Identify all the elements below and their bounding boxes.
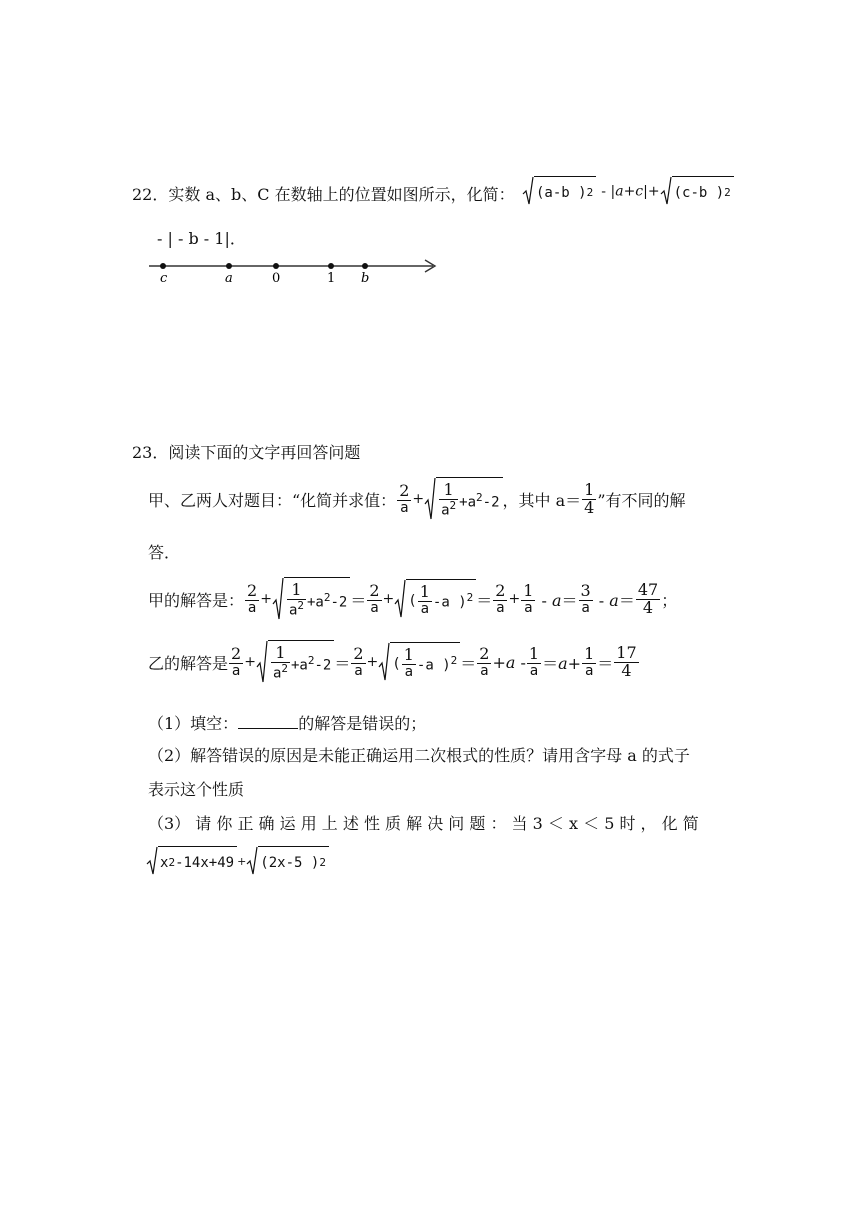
point-1 bbox=[328, 263, 334, 269]
label-1: 1 bbox=[327, 271, 336, 286]
part-1-prefix: （1）填空： bbox=[148, 714, 239, 733]
q23-intro-end: 答． bbox=[148, 543, 181, 562]
yi-solution: 乙的解答是 $\frac{2}{a}$ + $\frac{1}{a^2}$ $+a^2-2$ ＝ $\frac{2}{a}$ + ( $\frac{1}{a}$ -a )$^2$ ＝ $\frac{2}{a}$ +a - $\frac{1}{a}$ ＝a+ $\frac{1}{a}$ ＝ $\frac{17}{4}$ bbox=[148, 636, 640, 688]
number-line bbox=[145, 255, 445, 287]
q22-expression-tail: - | - b - 1|． bbox=[157, 229, 246, 248]
jia-label: 甲的解答是： bbox=[148, 590, 245, 610]
answer-blank[interactable] bbox=[238, 714, 298, 729]
q23-title: 阅读下面的文字再回答问题 bbox=[168, 443, 361, 462]
part-3-expression: x 2 -14x+49 + (2x-5 ) 2 bbox=[146, 846, 329, 876]
q23-title-line bbox=[132, 440, 360, 463]
q23-intro-b: ，其中 a＝ bbox=[502, 490, 582, 510]
part-1-suffix: 的解答是错误的； bbox=[298, 714, 427, 733]
part-3-line1: （3） 请 你 正 确 运 用 上 述 性 质 解 决 问 题 ： 当 3 ＜ x ＜ 5 时 ， 化 简 bbox=[148, 814, 699, 833]
q22-number: 22． bbox=[132, 185, 169, 204]
q23-number: 23． bbox=[132, 443, 169, 462]
q23-intro-line: 甲、乙两人对题目：“化简并求值： $\frac{2}{a}$ + $\frac{1}{a^2}$ $+a^2-2$ ，其中 a＝ $\frac{1}{4}$ ”有不同的解 bbox=[148, 474, 686, 524]
point-b bbox=[362, 263, 368, 269]
q22-text: 实数 a、b、C 在数轴上的位置如图所示，化简： bbox=[168, 185, 515, 204]
jia-solution: 甲的解答是： $\frac{2}{a}$ + $\frac{1}{a^2}$ $+a^2-2$ ＝ $\frac{2}{a}$ + ( $\frac{1}{a}$ -a )$^2$ ＝ $\frac{2}{a}$ + $\frac{1}{a}$ - a＝ $\frac{3}{a}$ - a＝ $\frac{47}{4}$ ； bbox=[148, 574, 677, 624]
part-2-line1: （2）解答错误的原因是未能正确运用二次根式的性质？请用含字母 a 的式子 bbox=[148, 746, 690, 765]
yi-label: 乙的解答是 bbox=[148, 653, 229, 673]
label-c: c bbox=[160, 271, 168, 286]
label-0: 0 bbox=[272, 271, 281, 286]
point-c bbox=[160, 263, 166, 269]
label-a: a bbox=[225, 271, 233, 286]
point-0 bbox=[273, 263, 279, 269]
q23-intro-c: ”有不同的解 bbox=[597, 490, 686, 510]
label-b: b bbox=[361, 271, 370, 286]
q22-expression: (a-b ) 2 - |a+c|+ (c-b ) 2 bbox=[522, 176, 734, 206]
point-a bbox=[226, 263, 232, 269]
q22-line1 bbox=[132, 182, 515, 205]
part-2-line2: 表示这个性质 bbox=[148, 780, 245, 799]
part-1 bbox=[148, 711, 426, 734]
q23-intro-a: 甲、乙两人对题目：“化简并求值： bbox=[148, 490, 397, 510]
